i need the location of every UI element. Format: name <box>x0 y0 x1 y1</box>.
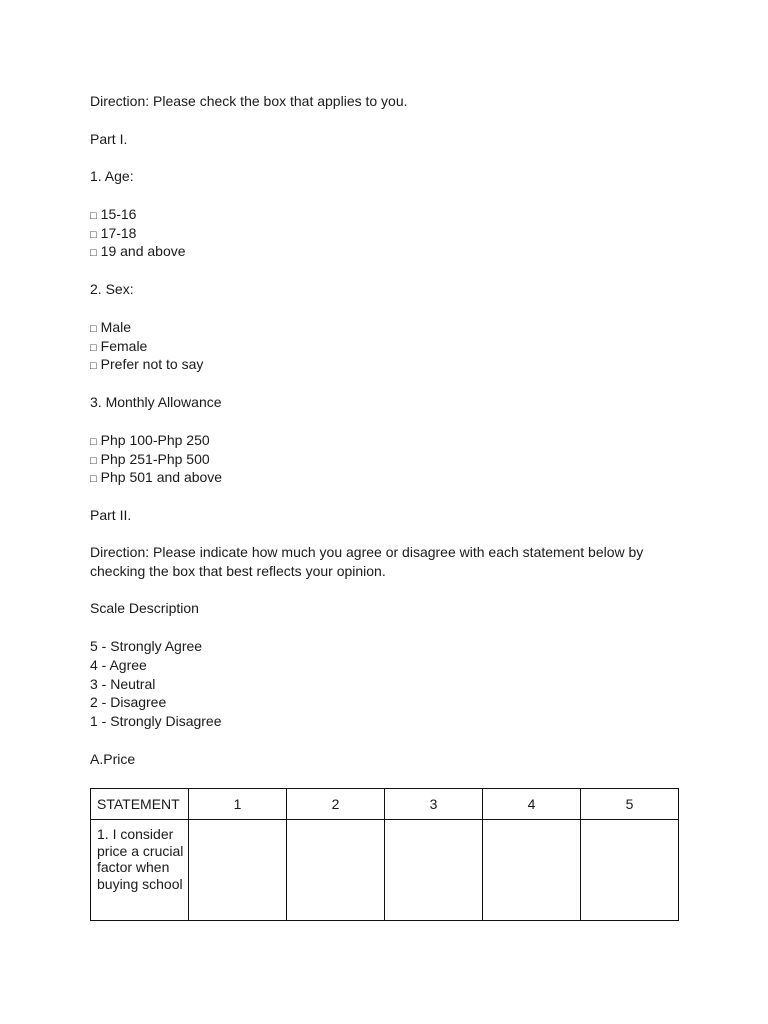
rating-cell-1[interactable] <box>189 820 287 921</box>
direction-text-2: Direction: Please indicate how much you agree or disagree with each statement below by checking the box that best reflects your opinion. <box>90 544 644 579</box>
checkbox-icon[interactable]: □ <box>90 342 97 354</box>
column-header-statement: STATEMENT <box>91 789 189 820</box>
checkbox-icon[interactable]: □ <box>90 229 97 241</box>
table-header-row <box>91 789 679 820</box>
sex-option-female[interactable]: □ Female <box>90 338 148 354</box>
checkbox-icon[interactable]: □ <box>90 473 97 485</box>
scale-item: 4 - Agree <box>90 657 147 673</box>
column-header-1: 1 <box>189 789 287 820</box>
section-a-heading: A.Price <box>90 751 136 767</box>
part-one-heading: Part I. <box>90 131 128 147</box>
part-two-heading: Part II. <box>90 507 132 523</box>
checkbox-icon[interactable]: □ <box>90 455 97 467</box>
checkbox-icon[interactable]: □ <box>90 210 97 222</box>
checkbox-icon[interactable]: □ <box>90 360 97 372</box>
sex-label: 2. Sex: <box>90 281 134 297</box>
rating-cell-5[interactable] <box>581 820 679 921</box>
scale-item: 2 - Disagree <box>90 694 167 710</box>
sex-option-prefer-not[interactable]: □ Prefer not to say <box>90 356 204 372</box>
age-option-15-16[interactable]: □ 15-16 <box>90 206 137 222</box>
table-row <box>91 820 679 921</box>
age-option-19-above[interactable]: □ 19 and above <box>90 243 186 259</box>
allowance-option-1[interactable]: □ Php 100-Php 250 <box>90 432 210 448</box>
allowance-label: 3. Monthly Allowance <box>90 394 222 410</box>
age-option-17-18[interactable]: □ 17-18 <box>90 225 137 241</box>
allowance-option-2[interactable]: □ Php 251-Php 500 <box>90 451 210 467</box>
rating-cell-3[interactable] <box>385 820 483 921</box>
rating-cell-2[interactable] <box>287 820 385 921</box>
statement-cell: 1. I consider price a crucial factor when buying school <box>91 820 189 921</box>
scale-item: 3 - Neutral <box>90 676 156 692</box>
scale-item: 5 - Strongly Agree <box>90 638 203 654</box>
checkbox-icon[interactable]: □ <box>90 436 97 448</box>
checkbox-icon[interactable]: □ <box>90 323 97 335</box>
allowance-option-3[interactable]: □ Php 501 and above <box>90 469 223 485</box>
column-header-3: 3 <box>385 789 483 820</box>
rating-table <box>90 788 679 921</box>
scale-title: Scale Description <box>90 600 199 616</box>
rating-cell-4[interactable] <box>483 820 581 921</box>
age-label: 1. Age: <box>90 168 134 184</box>
column-header-4: 4 <box>483 789 581 820</box>
direction-text: Direction: Please check the box that applies to you. <box>90 93 408 109</box>
column-header-2: 2 <box>287 789 385 820</box>
column-header-5: 5 <box>581 789 679 820</box>
checkbox-icon[interactable]: □ <box>90 247 97 259</box>
sex-option-male[interactable]: □ Male <box>90 319 132 335</box>
scale-item: 1 - Strongly Disagree <box>90 713 222 729</box>
